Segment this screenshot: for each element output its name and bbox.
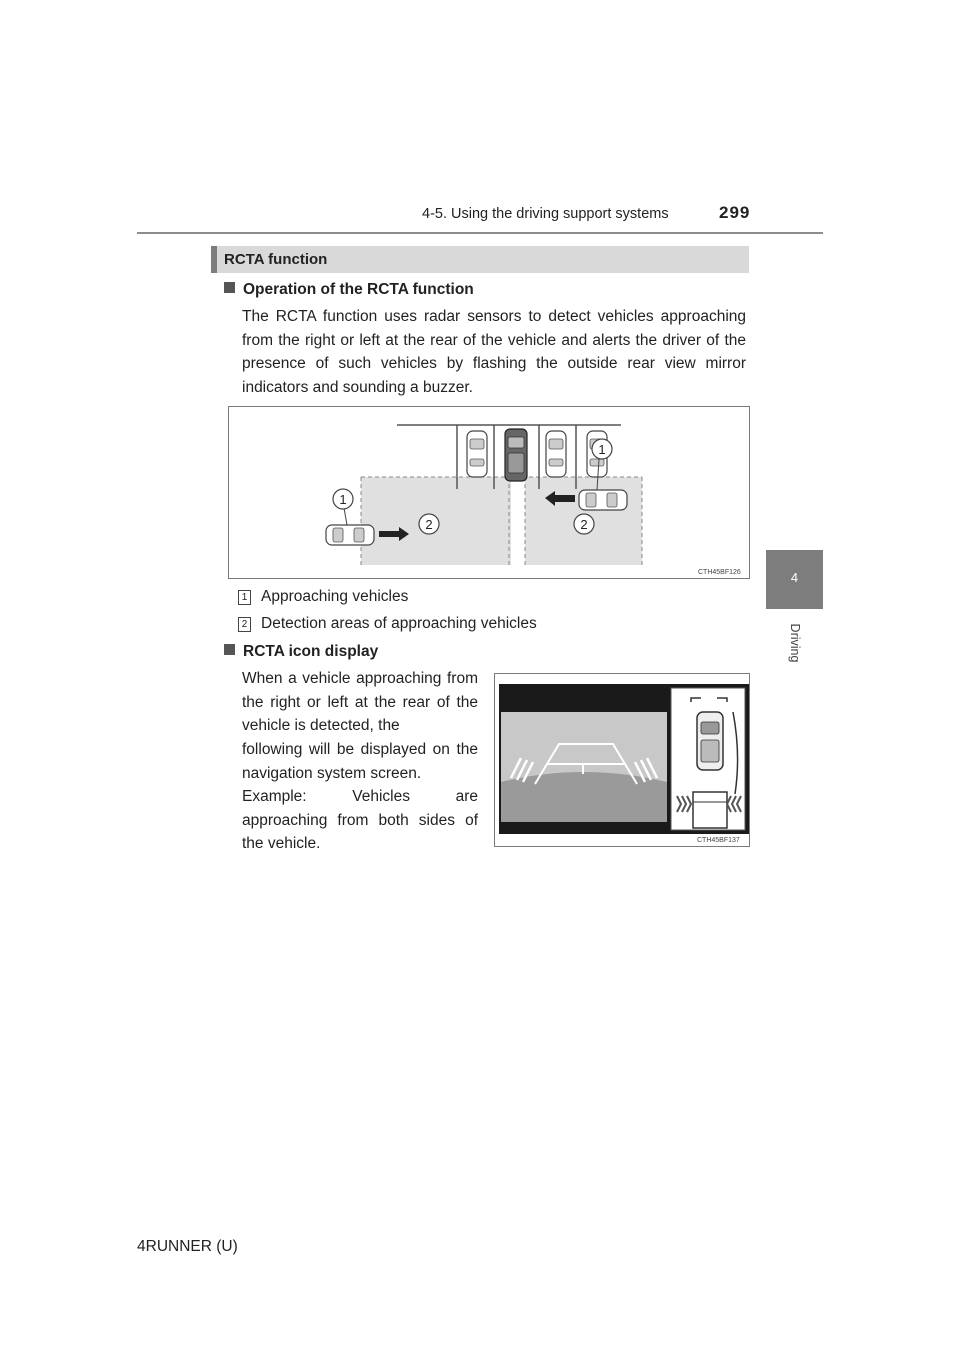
page-number: 299 — [719, 203, 751, 222]
chapter-tab-label: Driving — [788, 623, 802, 663]
legend-item-2 — [238, 615, 537, 633]
callout-1-left-label: 1 — [339, 492, 347, 507]
square-bullet-icon — [224, 282, 235, 293]
approaching-vehicle-right — [579, 490, 627, 510]
parking-lot-diagram — [229, 407, 749, 578]
subheading-operation — [224, 281, 474, 299]
footer-model: 4RUNNER (U) — [137, 1238, 238, 1255]
figure-2-code: CTH45BF137 — [697, 837, 740, 844]
own-vehicle-overhead-icon — [697, 712, 723, 770]
rcta-screen-figure — [494, 673, 750, 847]
operation-paragraph: The RCTA function uses radar sensors to detect vehicles approaching from the right or left at the rear of the vehicle and alerts the driver of the presence of such vehicles by flashing the outside rear view mirror indicators and sounding a buzzer. — [242, 308, 746, 396]
legend-text-1: Approaching vehicles — [261, 588, 409, 605]
parked-car-2 — [546, 431, 566, 477]
figure-1-code: CTH45BF126 — [698, 569, 741, 576]
subheading-icon-display-text: RCTA icon display — [243, 643, 379, 660]
subheading-operation-text: Operation of the RCTA function — [243, 281, 474, 298]
parked-car-1 — [467, 431, 487, 477]
callout-1-right-label: 1 — [598, 442, 606, 457]
chapter-tab-number: 4 — [790, 570, 799, 585]
icon-display-paragraph-1: When a vehicle approaching from the right or left at the rear of the vehicle is detected, the — [242, 670, 478, 734]
callout-2-left-label: 2 — [425, 517, 433, 532]
icon-display-paragraph-2: following will be displayed on the navigation system screen. — [242, 741, 478, 782]
header-rule — [137, 232, 823, 234]
running-header-section: 4-5. Using the driving support systems — [422, 206, 669, 222]
own-vehicle — [505, 429, 527, 481]
callout-2-right-label: 2 — [580, 517, 588, 532]
subheading-icon-display — [224, 643, 378, 661]
navigation-screen-illustration — [495, 674, 749, 846]
icon-display-paragraph-3: Example: Vehicles are approaching from both sides of the vehicle. — [242, 788, 478, 852]
square-bullet-icon — [224, 644, 235, 655]
section-title: RCTA function — [224, 251, 328, 268]
legend-text-2: Detection areas of approaching vehicles — [261, 615, 537, 632]
approaching-vehicle-left — [326, 525, 374, 545]
legend-number-1: 1 — [238, 590, 251, 605]
legend-number-2: 2 — [238, 617, 251, 632]
rcta-detection-figure — [228, 406, 750, 579]
legend-item-1 — [238, 588, 408, 606]
